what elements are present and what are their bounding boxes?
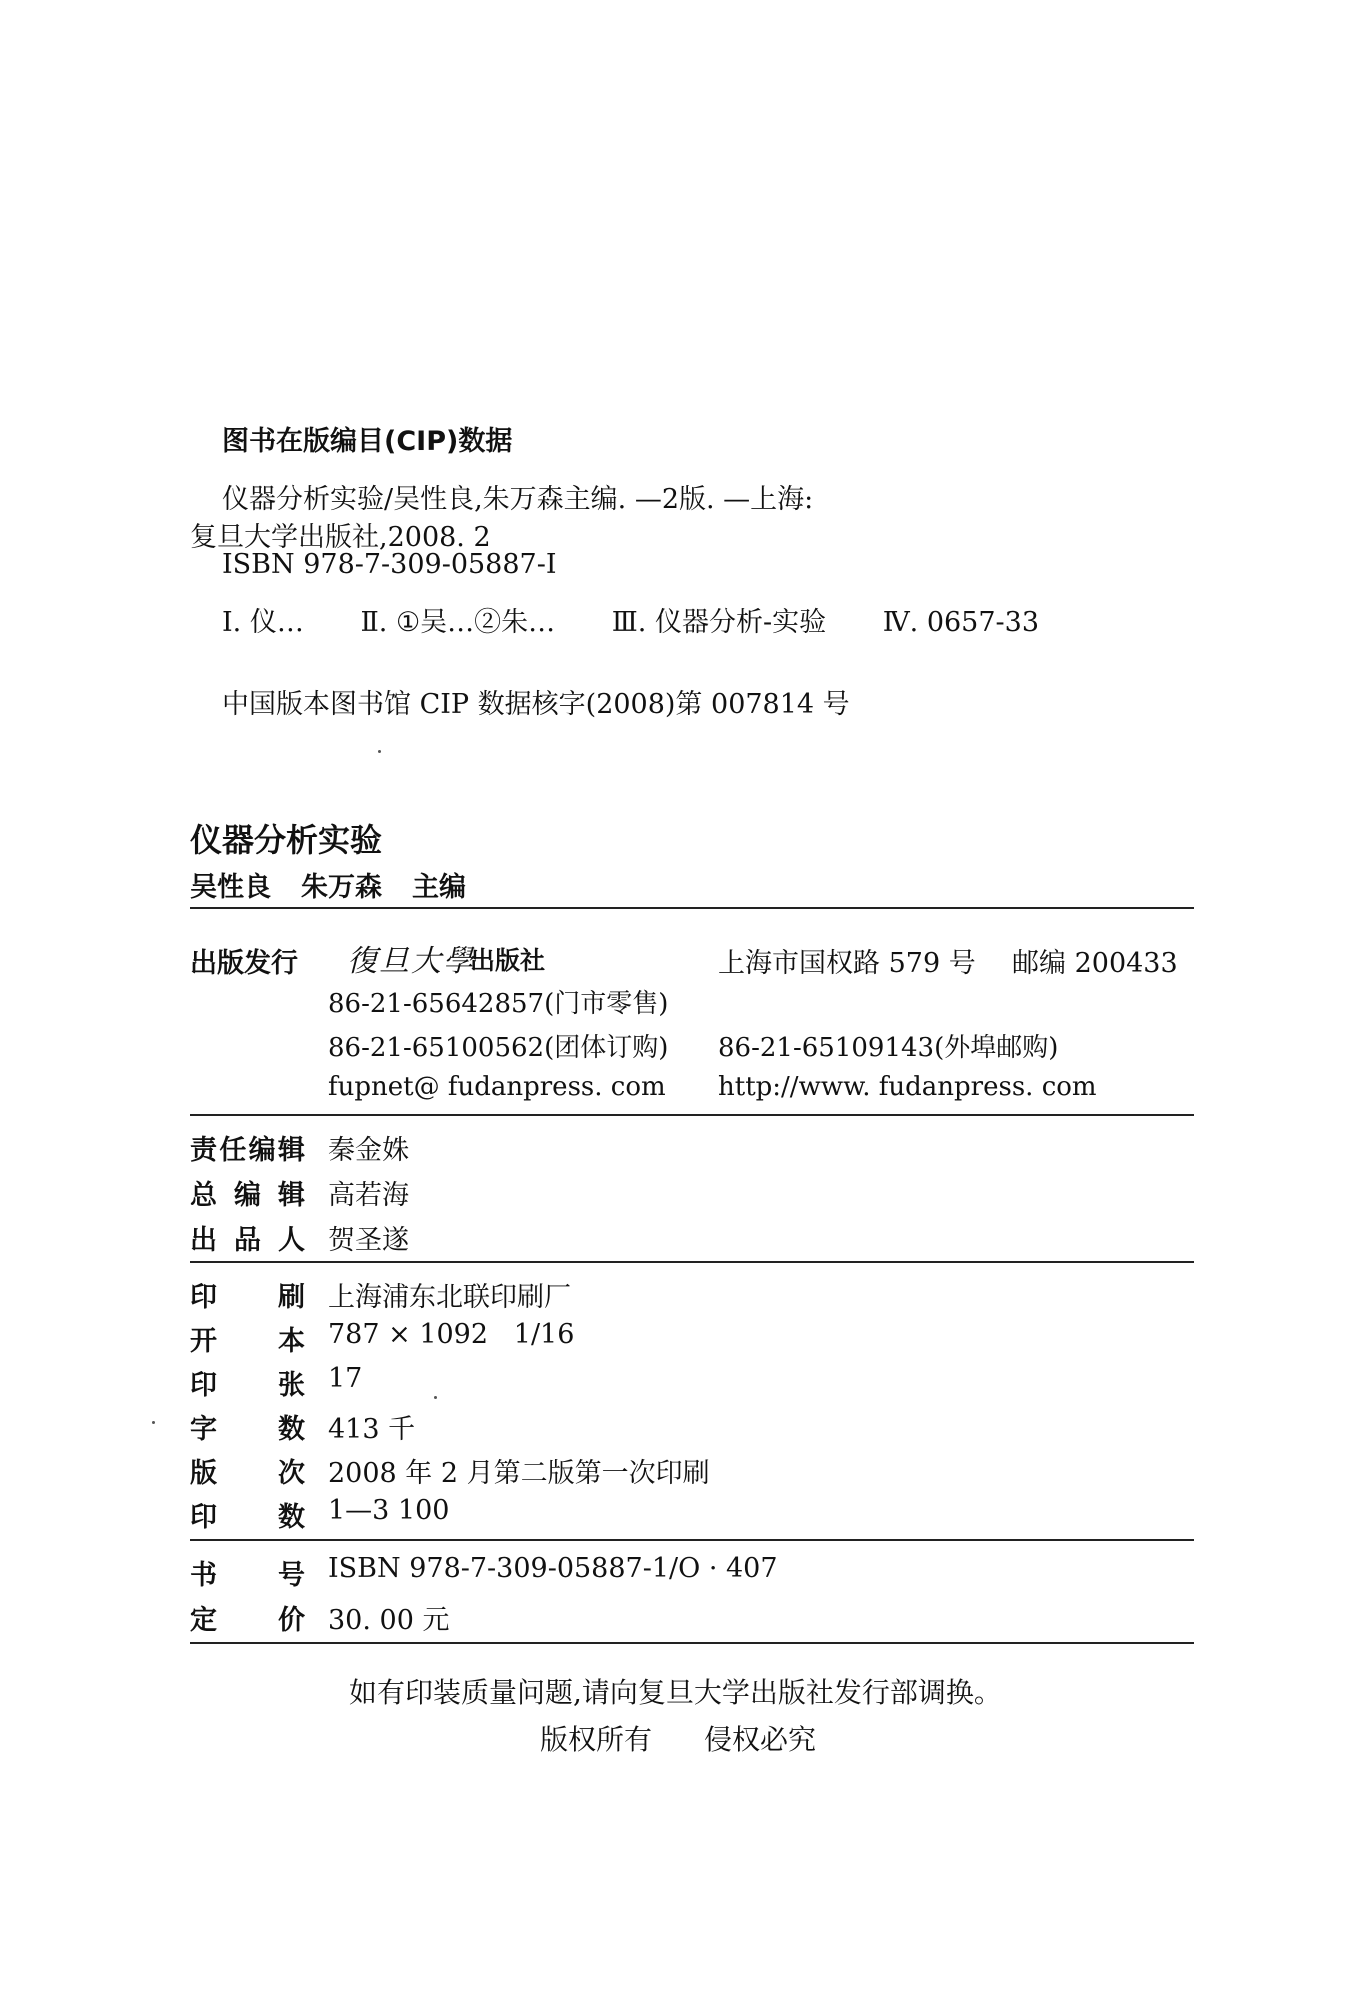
cip-line-2: 复旦大学出版社,2008. 2 xyxy=(190,522,491,553)
divider xyxy=(190,907,1194,909)
editor-1: 吴性良 xyxy=(190,872,271,903)
label-char: 定 xyxy=(190,1605,217,1636)
label-char: 人 xyxy=(278,1225,305,1256)
staff-label-editor xyxy=(190,1128,305,1167)
spec-value-format: 787 × 1092 1/16 xyxy=(328,1319,575,1350)
publisher-name: 出版社 xyxy=(470,946,546,975)
publisher-address: 上海市国权路 579 号 xyxy=(718,948,976,979)
spec-label-edition xyxy=(190,1451,305,1490)
divider xyxy=(190,1539,1194,1541)
spec-label-sheets xyxy=(190,1363,305,1402)
label-char: 号 xyxy=(278,1560,305,1591)
label-char: 刷 xyxy=(278,1282,305,1313)
label-char: 出 xyxy=(190,1225,217,1256)
staff-value-chief-editor: 高若海 xyxy=(328,1180,409,1211)
print-speck xyxy=(434,1396,437,1399)
publisher-email: fupnet@ fudanpress. com xyxy=(328,1072,666,1102)
piracy-text: 侵权必究 xyxy=(704,1723,817,1756)
spec-value-print-run: 1—3 100 xyxy=(328,1495,450,1526)
label-char: 辑 xyxy=(278,1180,305,1211)
label-char: 价 xyxy=(278,1605,305,1636)
cip-class-1: Ⅰ. 仪… xyxy=(222,607,304,638)
label-char: 数 xyxy=(278,1414,305,1445)
copyright-notice xyxy=(540,1718,816,1758)
spec-label-print-run xyxy=(190,1495,305,1534)
spec-label-word-count xyxy=(190,1407,305,1446)
cip-class-3: Ⅲ. 仪器分析-实验 xyxy=(611,607,827,638)
cip-class-4: Ⅳ. 0657-33 xyxy=(882,607,1040,638)
publisher-url: http://www. fudanpress. com xyxy=(718,1072,1097,1102)
sales-value-isbn: ISBN 978-7-309-05887-1/O · 407 xyxy=(328,1553,778,1584)
divider xyxy=(190,1114,1194,1116)
cip-line-3: ISBN 978-7-309-05887-I xyxy=(222,549,557,580)
publisher-postal-code: 邮编 200433 xyxy=(1012,948,1178,979)
label-char: 数 xyxy=(278,1502,305,1533)
label-char: 编 xyxy=(234,1180,261,1211)
cip-line-1: 仪器分析实验/吴性良,朱万森主编. —2版. —上海: xyxy=(222,484,814,515)
label-char: 书 xyxy=(190,1560,217,1591)
sales-value-price: 30. 00 元 xyxy=(328,1605,450,1636)
label-char: 印 xyxy=(190,1370,217,1401)
spec-label-format xyxy=(190,1319,305,1358)
label-char: 责 xyxy=(190,1135,217,1166)
staff-label-producer xyxy=(190,1218,305,1257)
label-char: 本 xyxy=(278,1326,305,1357)
quality-notice: 如有印装质量问题,请向复旦大学出版社发行部调换。 xyxy=(349,1676,1002,1709)
cip-record-number: 中国版本图书馆 CIP 数据核字(2008)第 007814 号 xyxy=(222,689,850,720)
editor-2: 朱万森 xyxy=(301,872,382,903)
phone-mail-order: 86-21-65109143(外埠邮购) xyxy=(718,1033,1059,1063)
copyright-text: 版权所有 xyxy=(540,1723,653,1756)
print-speck xyxy=(152,1421,155,1424)
cip-class-2: Ⅱ. ①吴…②朱… xyxy=(360,607,556,638)
staff-label-chief-editor xyxy=(190,1173,305,1212)
label-char: 字 xyxy=(190,1414,217,1445)
label-char: 任 xyxy=(219,1135,247,1166)
staff-value-producer: 贺圣遂 xyxy=(328,1225,409,1256)
book-title: 仪器分析实验 xyxy=(190,821,383,859)
spec-label-printer xyxy=(190,1275,305,1314)
label-char: 开 xyxy=(190,1326,217,1357)
publisher-label: 出版发行 xyxy=(190,948,298,979)
spec-value-edition: 2008 年 2 月第二版第一次印刷 xyxy=(328,1458,710,1489)
label-char: 次 xyxy=(278,1458,305,1489)
label-char: 总 xyxy=(190,1180,217,1211)
label-char: 辑 xyxy=(277,1135,305,1166)
divider xyxy=(190,1642,1194,1644)
spec-value-printer: 上海浦东北联印刷厂 xyxy=(328,1282,571,1313)
spec-value-sheets: 17 xyxy=(328,1363,363,1394)
book-editors xyxy=(190,865,466,904)
cip-classification xyxy=(222,600,1039,639)
label-char: 印 xyxy=(190,1502,217,1533)
divider xyxy=(190,1261,1194,1263)
label-char: 品 xyxy=(234,1225,261,1256)
staff-value-editor: 秦金姝 xyxy=(328,1135,409,1166)
label-char: 印 xyxy=(190,1282,217,1313)
editor-role: 主编 xyxy=(412,872,466,903)
cip-heading: 图书在版编目(CIP)数据 xyxy=(222,426,513,457)
publisher-logo: 復旦大學 xyxy=(347,944,475,979)
phone-retail: 86-21-65642857(门市零售) xyxy=(328,989,669,1019)
sales-label-isbn xyxy=(190,1553,305,1592)
label-char: 版 xyxy=(190,1458,217,1489)
label-char: 张 xyxy=(278,1370,305,1401)
spec-value-word-count: 413 千 xyxy=(328,1414,416,1445)
label-char: 编 xyxy=(248,1135,276,1166)
phone-group: 86-21-65100562(团体订购) xyxy=(328,1033,669,1063)
print-speck xyxy=(378,750,381,753)
sales-label-price xyxy=(190,1598,305,1637)
